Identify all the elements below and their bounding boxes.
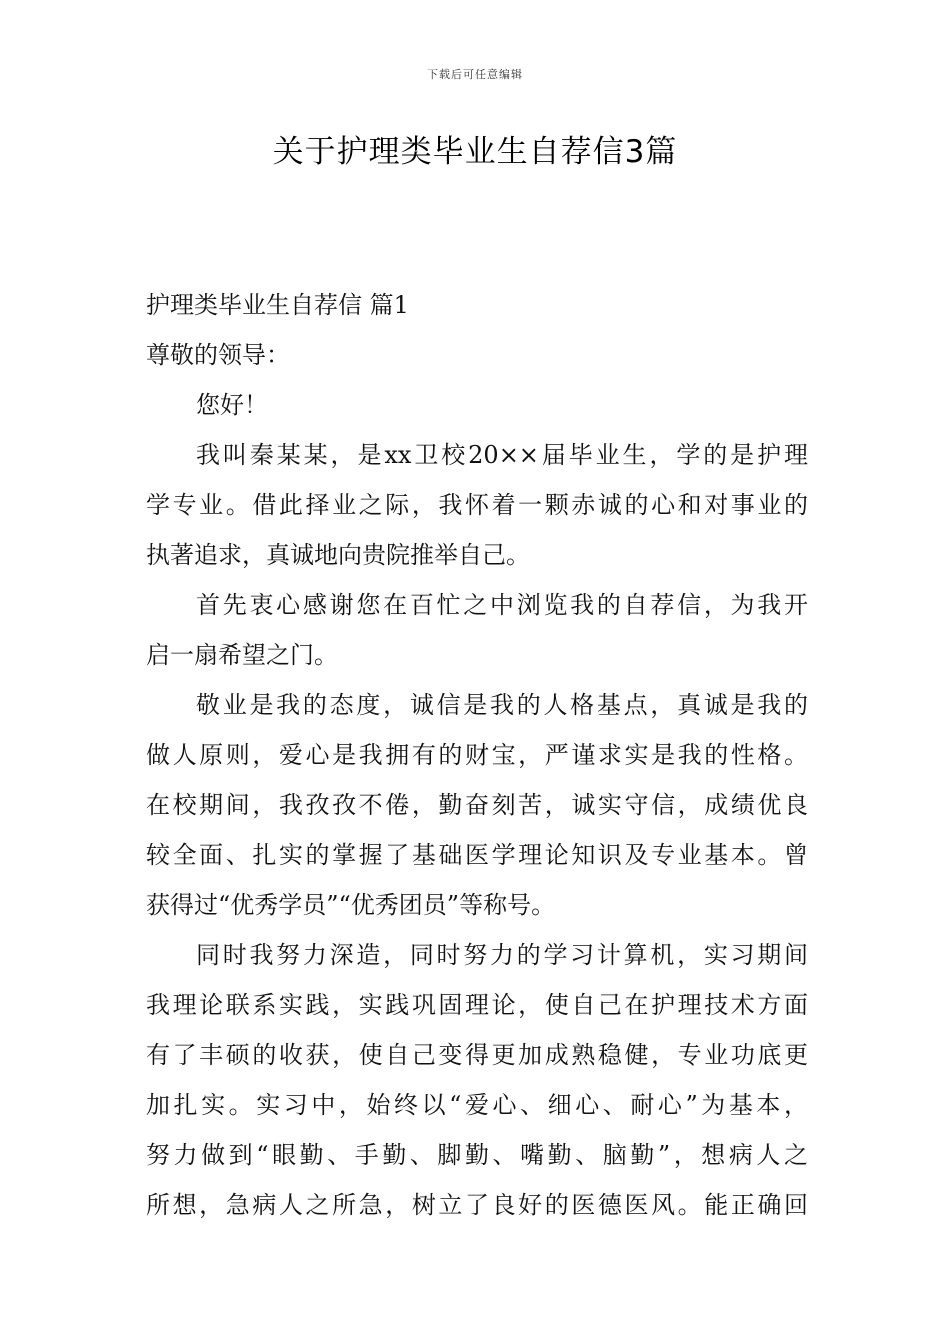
section-heading: 护理类毕业生自荐信 篇1 xyxy=(146,291,409,319)
body-text-line: 在校期间，我孜孜不倦，勤奋刻苦，诚实守信，成绩优良 xyxy=(146,791,808,819)
body-text-line: 我理论联系实践，实践巩固理论，使自己在护理技术方面 xyxy=(146,991,808,1019)
body-paragraphs xyxy=(146,430,808,1230)
body-text-line: 获得过“优秀学员”“优秀团员”等称号。 xyxy=(146,891,556,919)
header-note: 下载后可任意编辑 xyxy=(427,68,523,81)
body-text-line: 较全面、扎实的掌握了基础医学理论知识及专业基本。曾 xyxy=(146,841,808,869)
body-text-line: 学专业。借此择业之际，我怀着一颗赤诚的心和对事业的 xyxy=(146,491,808,519)
body-text-line: 努力做到“眼勤、手勤、脚勤、嘴勤、脑勤”，想病人之 xyxy=(146,1141,808,1169)
body-text-line: 同时我努力深造，同时努力的学习计算机，实习期间 xyxy=(196,941,808,969)
salutation: 尊敬的领导： xyxy=(146,341,290,369)
body-text-line: 所想，急病人之所急，树立了良好的医德医风。能正确回 xyxy=(146,1191,808,1219)
body-text-line: 执著追求，真诚地向贵院推举自己。 xyxy=(146,541,530,569)
body-text-line: 敬业是我的态度，诚信是我的人格基点，真诚是我的 xyxy=(196,691,808,719)
body-text-line: 做人原则，爱心是我拥有的财宝，严谨求实是我的性格。 xyxy=(146,741,808,769)
body-text-line: 我叫秦某某，是xx卫校20××届毕业生，学的是护理 xyxy=(196,441,808,469)
document-body xyxy=(146,280,808,1230)
body-text-line: 首先衷心感谢您在百忙之中浏览我的自荐信，为我开 xyxy=(196,591,808,619)
body-text-line: 有了丰硕的收获，使自己变得更加成熟稳健，专业功底更 xyxy=(146,1041,808,1069)
document-title: 关于护理类毕业生自荐信3篇 xyxy=(272,134,678,170)
body-text-line: 启一扇希望之门。 xyxy=(146,641,338,669)
greeting: 您好！ xyxy=(196,391,268,419)
body-text-line: 加扎实。实习中，始终以“爱心、细心、耐心”为基本， xyxy=(146,1091,808,1119)
